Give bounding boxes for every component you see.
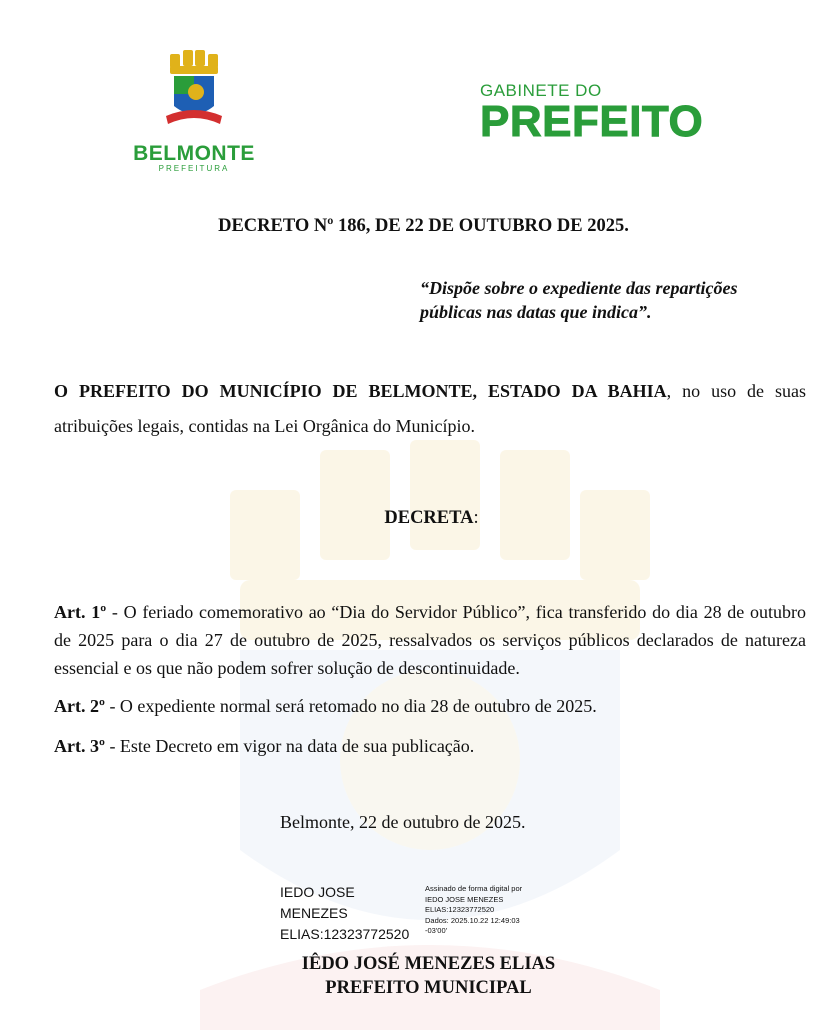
sig-detail-line: ELIAS:12323772520: [425, 905, 495, 914]
decreta-colon: :: [473, 508, 479, 528]
brand-subtitle: PREFEITURA: [158, 164, 230, 173]
sig-line: MENEZES: [280, 905, 348, 921]
sig-detail-line: IEDO JOSE MENEZES: [425, 894, 504, 904]
gabinete-logo: [480, 82, 703, 144]
signer-role: PREFEITO MUNICIPAL: [325, 978, 532, 998]
article-2: [54, 692, 806, 720]
decreta-bold: DECRETA: [384, 508, 474, 528]
sig-detail-line: Assinado de forma digital por: [425, 884, 523, 893]
digital-signature-details: [425, 884, 565, 937]
sig-detail-line: -03'00': [425, 926, 448, 935]
place-date: Belmonte, 22 de outubro de 2025.: [280, 812, 526, 832]
article-label: Art. 3º: [54, 736, 105, 756]
belmonte-logo: [128, 50, 260, 180]
article-3: [54, 732, 806, 760]
digital-signature-name: [280, 882, 409, 945]
sig-line: ELIAS:12323772520: [280, 926, 410, 942]
article-text: - O feriado comemorativo ao “Dia do Servidor Público”, fica transferido do dia 28 de outubro de 2025 para o dia 27 de outubro de 2025, ressalvados os serviços públicos declarados de natureza essencial e os que não podem sofrer solução de descontinuidade.: [54, 602, 806, 678]
article-text: - Este Decreto em vigor na data de sua publicação.: [104, 736, 475, 756]
article-label: Art. 1º: [54, 602, 107, 622]
gabinete-label: GABINETE DO: [480, 81, 602, 100]
brand-name: BELMONTE: [133, 142, 255, 165]
preamble-bold: O PREFEITO DO MUNICÍPIO DE BELMONTE, ESTADO DA BAHIA: [54, 381, 667, 401]
signer-name: IÊDO JOSÉ MENEZES ELIAS: [301, 954, 556, 974]
decree-preamble: [54, 374, 806, 444]
prefeito-label: PREFEITO: [480, 97, 704, 146]
preamble-text: , no uso de suas atribuições legais, contidas na Lei Orgânica do Município.: [54, 381, 806, 436]
article-label: Art. 2º: [54, 696, 105, 716]
sig-detail-line: Dados: 2025.10.22 12:49:03: [425, 915, 520, 925]
article-1: [54, 598, 806, 682]
article-text: - O expediente normal será retomado no dia 28 de outubro de 2025.: [104, 696, 597, 716]
crest-icon: [164, 50, 224, 134]
sig-line: IEDO JOSE: [280, 884, 355, 900]
decreta-heading: [16, 508, 831, 529]
decree-ementa: “Dispõe sobre o expediente das repartições públicas nas datas que indica”.: [420, 278, 738, 322]
decree-title: DECRETO Nº 186, DE 22 DE OUTUBRO DE 2025.: [218, 216, 629, 236]
